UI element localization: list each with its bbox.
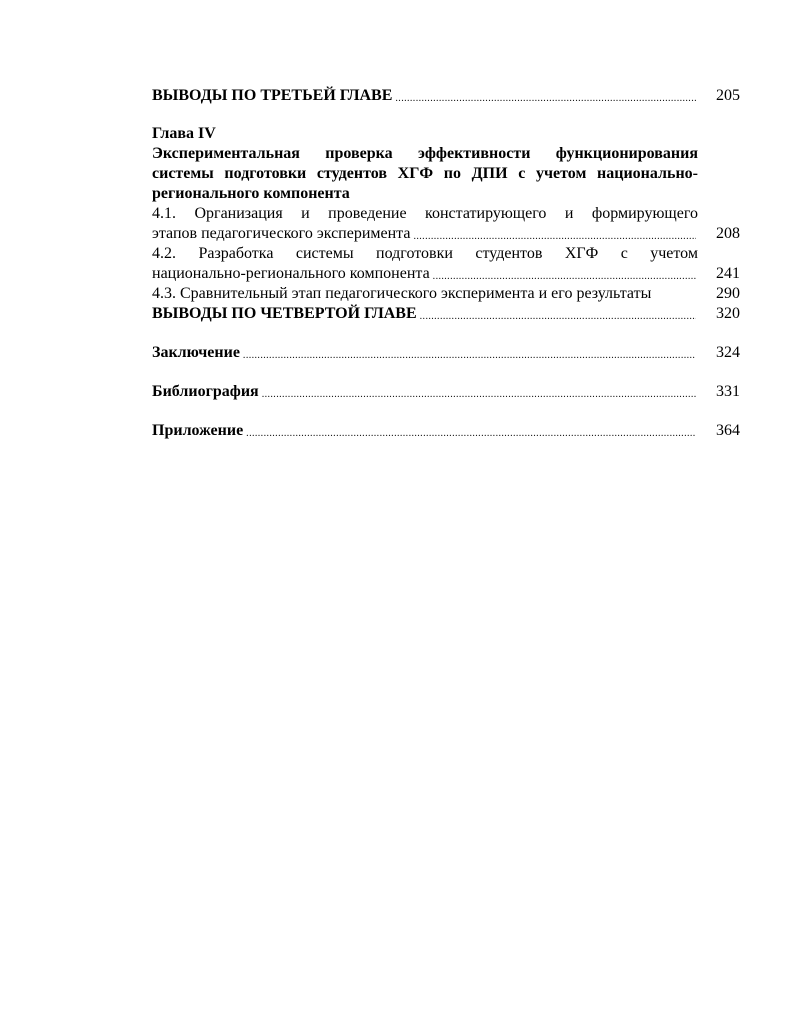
entry-title-line: 4.1. Организация и проведение констатирующего и формирующего bbox=[152, 205, 698, 222]
table-of-contents bbox=[152, 86, 740, 441]
page-number: 324 bbox=[716, 344, 740, 361]
dot-leader bbox=[262, 387, 696, 402]
chapter-title-line: Экспериментальная проверка эффективности функционирования bbox=[152, 145, 698, 162]
page-number: 208 bbox=[716, 225, 740, 242]
toc-entry-4-2 bbox=[152, 244, 740, 284]
dot-leader bbox=[413, 229, 696, 244]
toc-entry-4-1 bbox=[152, 204, 740, 244]
page-number: 320 bbox=[716, 305, 740, 322]
page-number: 205 bbox=[716, 87, 740, 104]
dot-leader bbox=[420, 309, 696, 324]
chapter-label: Глава IV bbox=[152, 125, 216, 142]
toc-entry-conclusions-chapter-3 bbox=[152, 86, 740, 106]
chapter-title-line: регионального компонента bbox=[152, 185, 350, 202]
entry-title: ВЫВОДЫ ПО ЧЕТВЕРТОЙ ГЛАВЕ bbox=[152, 305, 417, 322]
page-number: 364 bbox=[716, 422, 740, 439]
page-number: 331 bbox=[716, 383, 740, 400]
toc-entry-bibliography bbox=[152, 382, 740, 402]
entry-title-line: национально-регионального компонента bbox=[152, 265, 430, 282]
page-number: 241 bbox=[716, 265, 740, 282]
entry-title: Заключение bbox=[152, 344, 240, 361]
entry-title-line: этапов педагогического эксперимента bbox=[152, 225, 411, 242]
entry-title: Библиография bbox=[152, 383, 259, 400]
chapter-title-line: системы подготовки студентов ХГФ по ДПИ с учетом национально- bbox=[152, 165, 698, 182]
page-number: 290 bbox=[716, 285, 740, 302]
dot-leader bbox=[246, 426, 696, 441]
entry-title: Приложение bbox=[152, 422, 244, 439]
entry-title: 4.3. Сравнительный этап педагогического эксперимента и его результаты bbox=[152, 285, 652, 302]
toc-entry-conclusions-chapter-4 bbox=[152, 304, 740, 324]
dot-leader bbox=[243, 348, 696, 363]
toc-entry-conclusion bbox=[152, 343, 740, 363]
toc-entry-4-3 bbox=[152, 284, 740, 304]
dot-leader bbox=[395, 91, 696, 106]
toc-entry-appendix bbox=[152, 421, 740, 441]
entry-title-line: 4.2. Разработка системы подготовки студентов ХГФ с учетом bbox=[152, 245, 698, 262]
dot-leader bbox=[433, 269, 696, 284]
chapter-4-heading bbox=[152, 124, 740, 204]
entry-title: ВЫВОДЫ ПО ТРЕТЬЕЙ ГЛАВЕ bbox=[152, 87, 393, 104]
